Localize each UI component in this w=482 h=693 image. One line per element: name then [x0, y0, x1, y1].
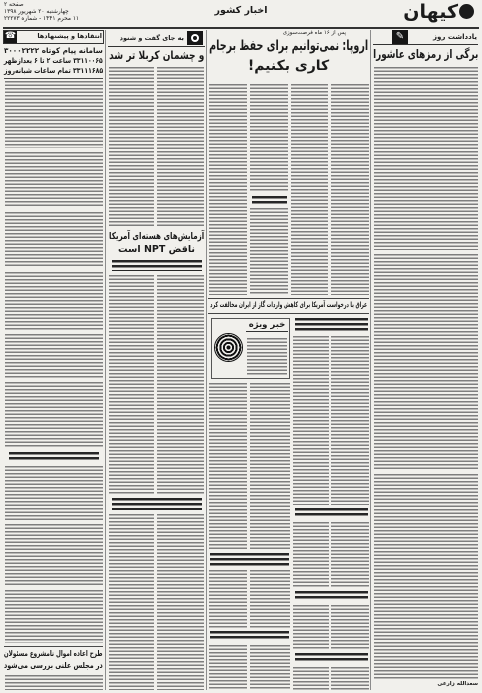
- article-text: [209, 570, 247, 628]
- subheading-text: [295, 591, 368, 601]
- nuclear-headline-line1-text: آزمایش‌های هسته‌ای آمریکا: [108, 231, 204, 242]
- article-text: [331, 667, 369, 690]
- article-text: [109, 67, 154, 228]
- article-text: [293, 667, 329, 690]
- article-text: [250, 84, 288, 192]
- page-number-text: صفحه ۲: [4, 2, 24, 8]
- article-text: [157, 275, 204, 495]
- bottom-story-rule: [4, 646, 103, 647]
- messages-rule: [4, 78, 103, 79]
- phone-allday-text: ۳۳۱۱۱۶۸۵ تمام ساعات شبانه‌روز: [3, 66, 103, 75]
- message-text: [5, 272, 103, 330]
- dialogue-header-text: به جای گفت و شنود: [119, 34, 184, 42]
- message-text: [5, 81, 103, 148]
- masthead-rule: [3, 27, 479, 29]
- nuclear-headline-line2-text: ناقض NPT است: [118, 244, 195, 255]
- subheading-text: [252, 196, 287, 204]
- dialogue-headline: [109, 49, 204, 62]
- issue-number: [4, 16, 112, 23]
- article-text: [331, 84, 369, 295]
- phone-icon: ☎: [4, 31, 17, 41]
- subheading-text: [210, 631, 289, 641]
- article-text: [291, 84, 328, 295]
- messages-header-text: انتقادها و پیشنهادها: [37, 32, 102, 40]
- bottom-headline-line1-text: طرح اعاده اموال نامشروع مسئولان: [4, 649, 103, 658]
- article-text: [374, 67, 478, 250]
- logo-emblem: [459, 4, 474, 19]
- editorial-author-text: سعدالله زارعی: [437, 681, 478, 687]
- message-text: [5, 466, 103, 520]
- bottom-headline-line2: [4, 661, 103, 670]
- issue-date-text: چهارشنبه ۲۰ شهریور ۱۳۹۸: [4, 9, 69, 15]
- article-text: [293, 605, 329, 650]
- nuclear-headline-line2: [109, 245, 204, 256]
- dialogue-logo-mark: [191, 34, 199, 42]
- article-text: [293, 522, 329, 588]
- sms-number: [4, 47, 103, 56]
- article-text: [250, 570, 290, 628]
- article-text: [250, 645, 290, 690]
- column-rule: [370, 30, 371, 690]
- editorial-headline: [373, 48, 478, 62]
- messages-header-label: [20, 33, 102, 40]
- message-text: [5, 334, 103, 378]
- article-text: [157, 67, 204, 228]
- article-text: [209, 383, 247, 550]
- message-text: [5, 382, 103, 448]
- special-news-label: [246, 321, 288, 332]
- bottom-headline-line1: [4, 649, 103, 658]
- iraq-headline: [210, 301, 367, 310]
- lead-kicker-text: پس از ۱۶ ماه فرصت‌سوزی: [282, 30, 346, 36]
- bottom-headline-line2-text: در مجلس علنی بررسی می‌شود: [4, 661, 103, 670]
- spiral-icon: [214, 333, 243, 362]
- pen-icon: ✎: [392, 30, 408, 44]
- column-rule: [105, 30, 106, 690]
- phone-daytime: [4, 57, 103, 66]
- article-text: [331, 336, 369, 505]
- iraq-headline-text: عراق با درخواست آمریکا برای کاهش واردات گاز از ایران مخالفت کرد: [209, 300, 367, 309]
- phone-daytime-text: ۳۳۱۱۰۰۶۵ ساعت ۲ تا ۶ بعدازظهر: [4, 56, 103, 65]
- article-text: [374, 474, 478, 679]
- editorial-headline-text: برگی از رمزهای عاشورا: [372, 47, 478, 61]
- message-text: [5, 152, 103, 208]
- article-text: [250, 208, 288, 295]
- dialogue-header-label: [112, 35, 184, 42]
- sms-number-text: سامانه پیام کوتاه ۳۰۰۰۲۲۲۲: [4, 46, 103, 55]
- dialogue-logo-icon: [187, 31, 203, 45]
- issue-date: [4, 9, 112, 16]
- article-text: [109, 275, 154, 495]
- subheading-text: [112, 260, 202, 271]
- subheading-text: [9, 452, 99, 462]
- article-text: [109, 514, 154, 690]
- editorial-author: [420, 681, 478, 687]
- lead-headline-line2-text: کاری بکنیم!: [247, 58, 330, 74]
- issue-number-text: ۱۱ محرم ۱۴۴۱ - شماره ۲۲۲۷۳: [4, 16, 80, 22]
- article-text: [331, 522, 369, 588]
- column-rule: [206, 30, 207, 690]
- lead-headline-line1: [209, 38, 368, 54]
- article-text: [247, 338, 287, 376]
- message-text: [5, 212, 103, 268]
- subheading-text: [112, 498, 202, 510]
- message-text: [5, 590, 103, 643]
- article-text: [209, 84, 247, 295]
- subheading-text: [295, 653, 368, 663]
- subheading-text: [295, 318, 368, 332]
- article-text: [157, 514, 204, 690]
- article-text: [331, 605, 369, 650]
- phone-allday: [4, 67, 103, 76]
- dialogue-headline-text: و چشمان کربلا تر شد: [108, 48, 204, 62]
- lead-headline-line1-text: اروپا: نمی‌توانیم برای حفظ برجام: [209, 38, 368, 54]
- subheading-text: [210, 553, 289, 567]
- editorial-header-text: یادداشت روز: [433, 33, 477, 41]
- article-text: [5, 675, 103, 690]
- section-title-text: اخبار کشور: [214, 5, 268, 16]
- special-news-label-text: خبر ویژه: [248, 320, 286, 330]
- section-title: [206, 6, 276, 17]
- logo-text: کیهان: [403, 1, 458, 23]
- page-number: [4, 2, 112, 9]
- nuclear-headline-line1: [109, 232, 204, 243]
- article-text: [293, 336, 329, 505]
- article-text: [250, 383, 290, 550]
- article-text: [209, 645, 247, 690]
- editorial-header-label: [410, 33, 477, 41]
- logo-wordmark: [398, 2, 458, 24]
- article-text: [374, 254, 478, 470]
- lead-headline-line2: [209, 58, 368, 74]
- lead-kicker: [208, 30, 346, 36]
- message-text: [5, 524, 103, 586]
- subheading-text: [295, 508, 368, 518]
